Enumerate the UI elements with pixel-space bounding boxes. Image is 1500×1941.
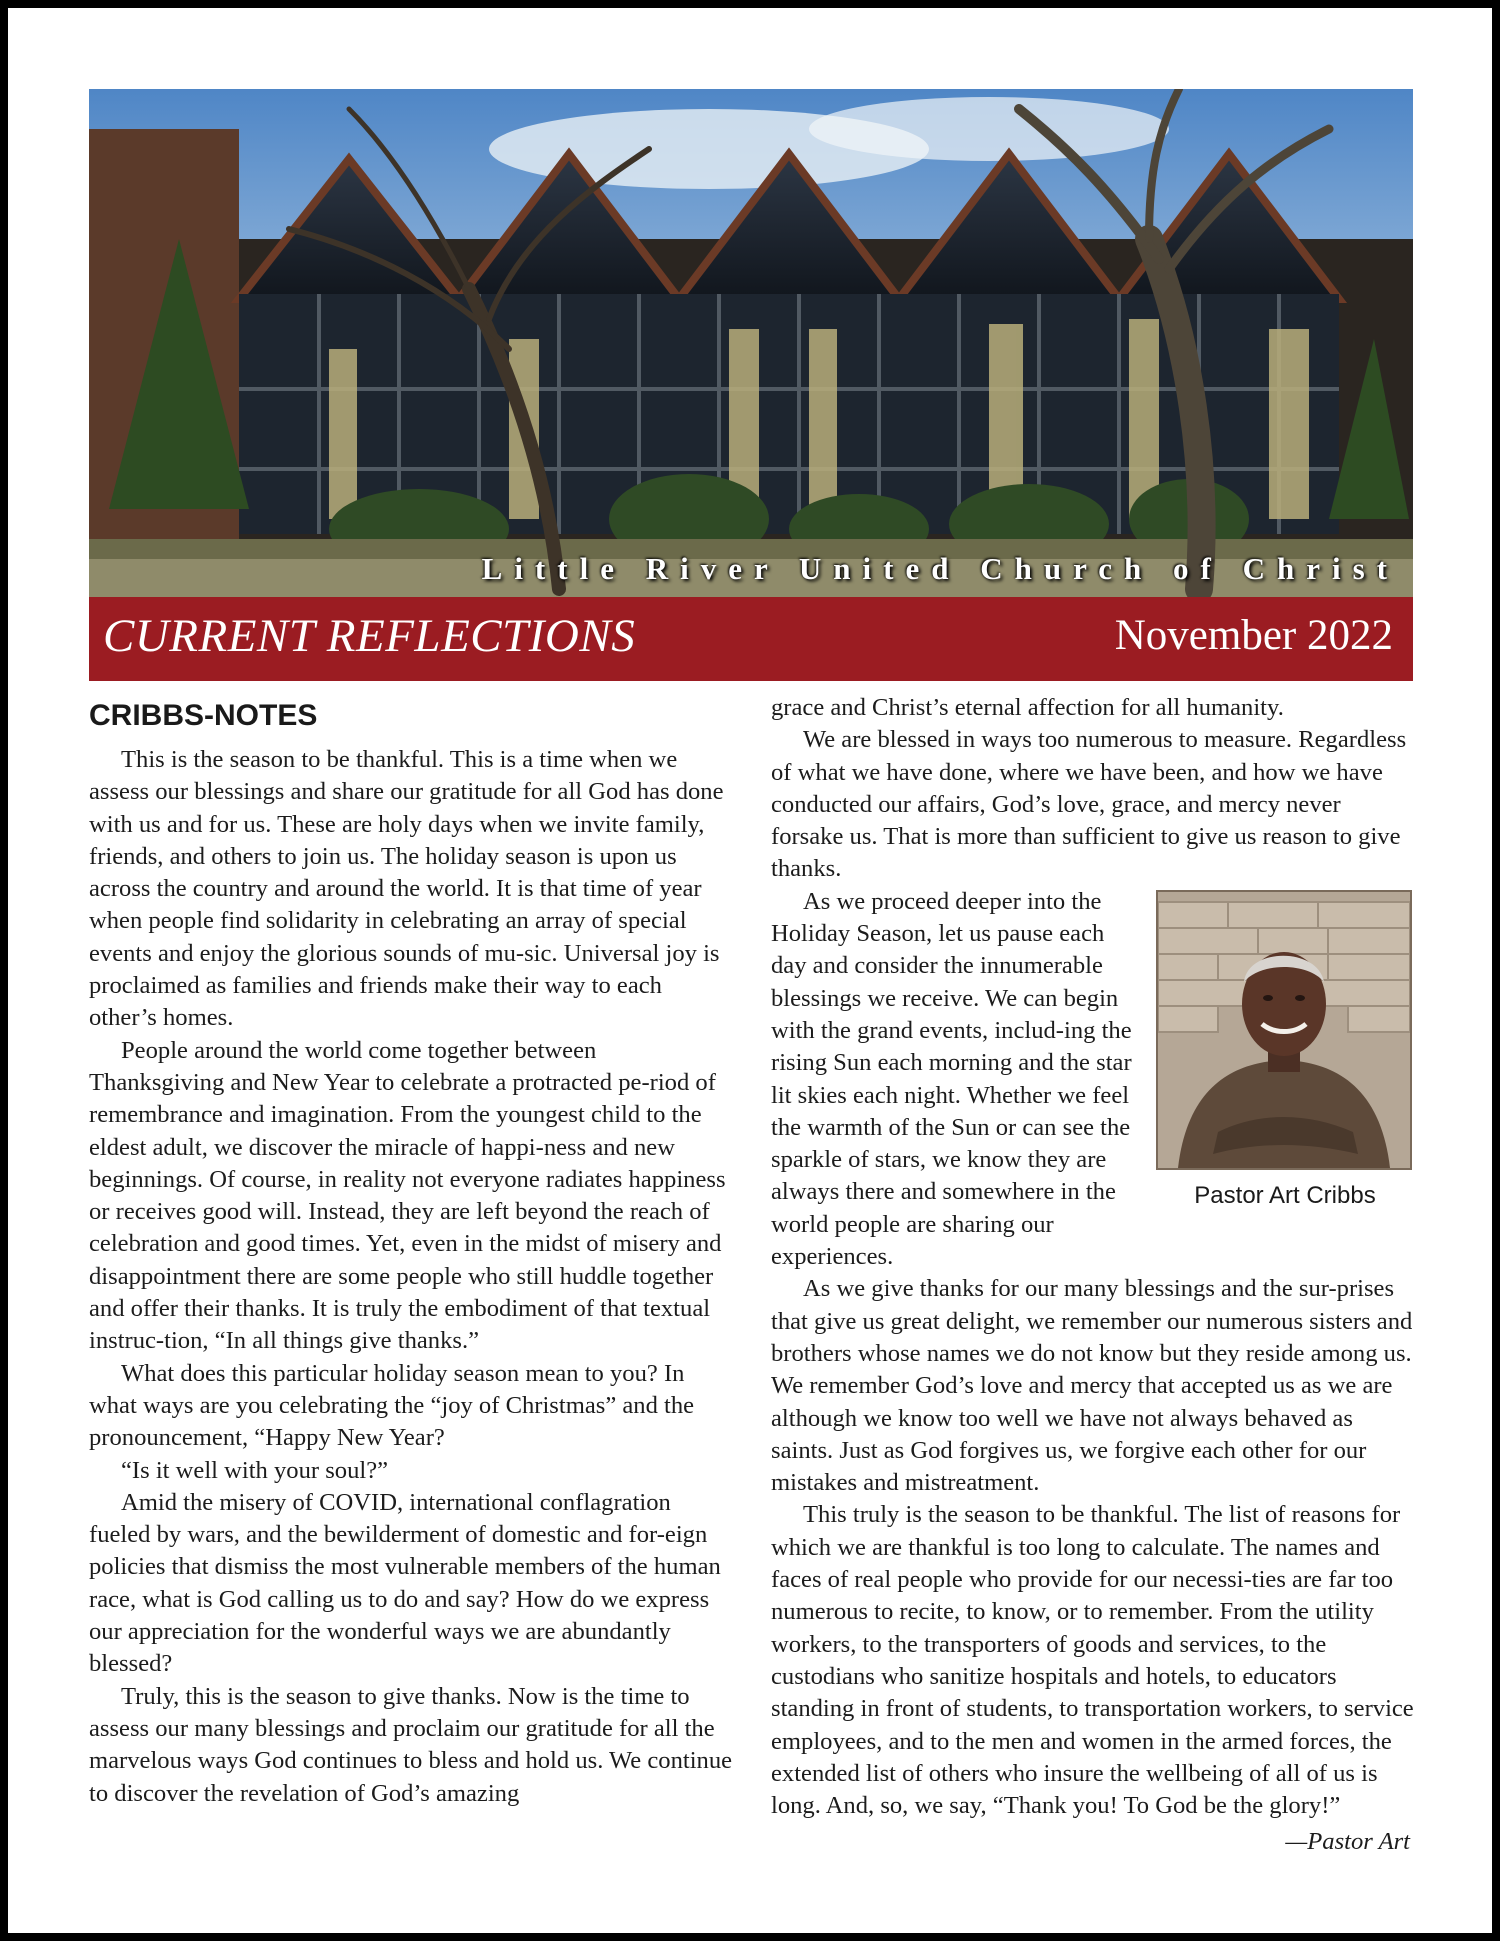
paragraph-text: Amid the misery of bbox=[121, 1488, 320, 1516]
church-building-illustration bbox=[89, 89, 1413, 597]
paragraph: We are blessed in ways too numerous to measure. Regardless of what we have done, where we have been, and how we have conducted our affairs, God’s love, grace, and mercy never forsake us. That is more than sufficient to give us reason to give thanks. bbox=[771, 726, 1407, 883]
article-left-column bbox=[89, 690, 734, 1810]
newsletter-title: CURRENT REFLECTIONS bbox=[103, 610, 636, 662]
paragraph: This is the season to be thankful. This is a time when we assess our blessings and share our gratitude for all God has done with us and for us. These are holy days when we invite family, friends, and others to join us. The holiday season is upon us across the country and around the world. It is that time of year when people find solidarity in celebrating an array of special events and enjoy the glorious sounds of mu-sic. Universal joy is proclaimed as families and friends make their way to each other’s homes. bbox=[89, 746, 724, 1032]
paragraph: As we proceed deeper into the Holiday Season, let us pause each day and consider the innumerable blessings we receive. We can begin with the grand events, includ-ing the rising Sun each morning and the star lit skies each night. Whether we feel the warmth of the Sun or can see the sparkle of stars, we know they are always there and somewhere in the world people are sharing our experiences. bbox=[771, 887, 1132, 1271]
paragraph: “Is it well with your soul?” bbox=[121, 1456, 389, 1484]
covid-word: COVID bbox=[319, 1488, 397, 1516]
paragraph: This truly is the season to be thankful. The list of reasons for which we are thankful is too long to calculate. The names and faces of real people who provide for our necessi-ties are far too numerous to recite, to know, or to remember. From the utility workers, to the transporters of goods and services, to the custodians who sanitize hospitals and hotels, to educators standing in front of students, to transportation workers, to service employees, and to the men and women in the armed forces, the extended list of others who insure the wellbeing of all of us is long. And, so, we say, “Thank you! To God be the glory!” bbox=[771, 1501, 1414, 1820]
signature: —Pastor Art bbox=[1285, 1828, 1410, 1856]
article-right-column bbox=[771, 692, 1414, 1859]
pastor-portrait bbox=[1156, 890, 1412, 1170]
paragraph: As we give thanks for our many blessings and the sur-prises that give us great delight, we remember our numerous sisters and brothers whose names we do not know but they reside among us. We remember God’s love and mercy that accepted us as we are although we know too well we have not always behaved as saints. Just as God forgives us, we forgive each other for our mistakes and mistreatment. bbox=[771, 1275, 1413, 1497]
photo-caption: Pastor Art Cribbs bbox=[1194, 1181, 1376, 1209]
church-name-caption: Little River United Church of Christ bbox=[481, 551, 1399, 586]
paragraph bbox=[89, 1487, 734, 1681]
pastor-photo-block bbox=[1156, 890, 1414, 1212]
pastor-portrait-illustration bbox=[1158, 892, 1410, 1168]
paragraph: Truly, this is the season to give thanks. Now is the time to assess our many blessings and proclaim our gratitude for all the marvelous ways God continues to bless and hold us. We continue to discover the revelation of God’s amazing bbox=[89, 1682, 733, 1807]
article-heading: CRIBBS-NOTES bbox=[89, 699, 318, 732]
paragraph: People around the world come together between Thanksgiving and New Year to celebrate a protracted pe-riod of remembrance and imagination. From the youngest child to the eldest adult, we discover the miracle of happi-ness and new beginnings. Of course, in reality not everyone radiates happiness or receives good will. Instead, they are left beyond the reach of celebration and good times. Yet, even in the midst of misery and disappointment there are some people who still huddle together and offer their thanks. It is truly the embodiment of that textual instruc-tion, “In all things give thanks.” bbox=[89, 1036, 726, 1355]
paragraph-text: , international conflagration fueled by wars, and the bewilderment of domestic and for-eign policies that dismiss the most vulnerable members of the human race, what is God calling us to do and say? How do we express our appreciation for the wonderful ways we are abundantly blessed? bbox=[89, 1488, 721, 1678]
issue-date: November 2022 bbox=[1114, 612, 1393, 659]
title-banner bbox=[89, 597, 1413, 681]
church-photo bbox=[89, 89, 1413, 597]
paragraph: What does this particular holiday season mean to you? In what ways are you celebrating the “joy of Christmas” and the pronouncement, “Happy New Year? bbox=[89, 1359, 695, 1452]
paragraph-continuation: grace and Christ’s eternal affection for all humanity. bbox=[771, 694, 1284, 721]
